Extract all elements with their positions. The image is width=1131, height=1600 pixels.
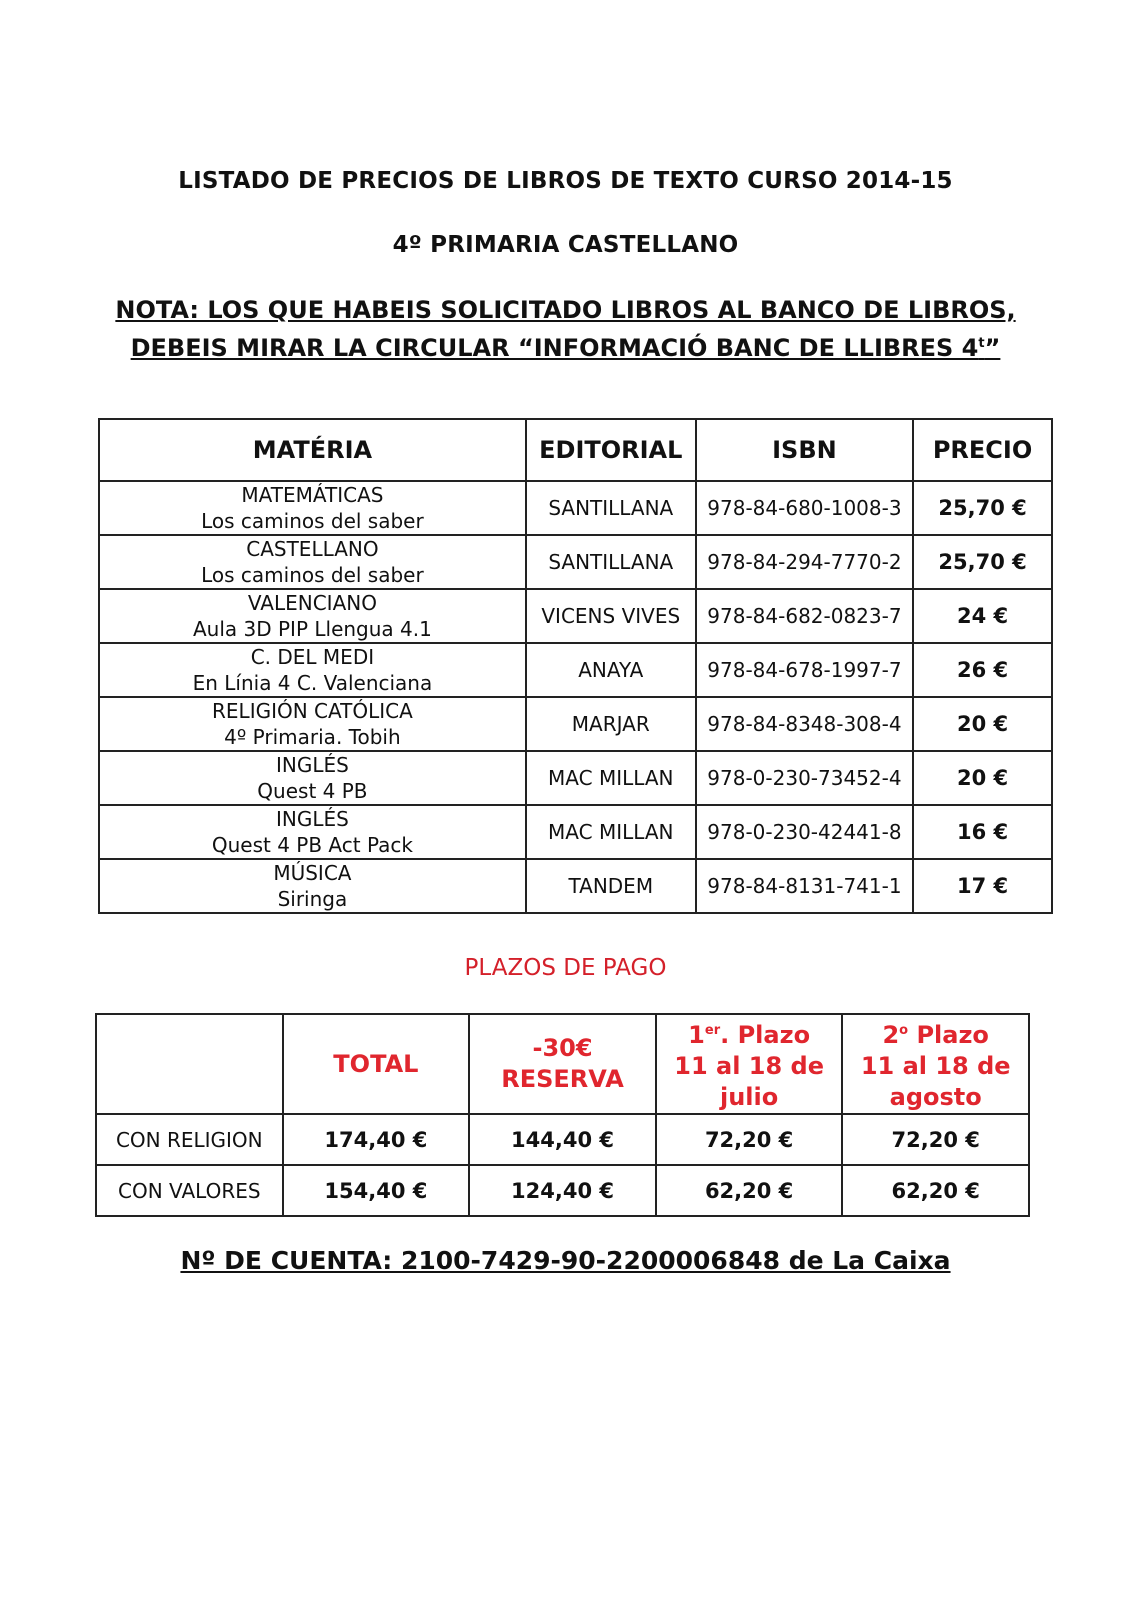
isbn-cell: 978-84-8348-308-4 xyxy=(696,697,913,751)
price-cell: 20 € xyxy=(913,697,1052,751)
price-cell: 25,70 € xyxy=(913,481,1052,535)
isbn-cell: 978-0-230-73452-4 xyxy=(696,751,913,805)
price-cell: 20 € xyxy=(913,751,1052,805)
plazo-1-cell: 72,20 € xyxy=(656,1114,843,1165)
header-editorial: EDITORIAL xyxy=(526,419,696,481)
isbn-cell: 978-0-230-42441-8 xyxy=(696,805,913,859)
nota-line-2: DEBEIS MIRAR LA CIRCULAR “INFORMACIÓ BANC DE LLIBRES 4$^t$” xyxy=(130,334,1001,362)
table-row xyxy=(99,697,1052,751)
editorial-cell: TANDEM xyxy=(526,859,696,913)
table-row xyxy=(99,751,1052,805)
table-row xyxy=(96,1114,1029,1165)
total-cell: 174,40 € xyxy=(283,1114,470,1165)
subject-cell: MÚSICA Siringa xyxy=(99,859,526,913)
reserva-cell: 144,40 € xyxy=(469,1114,656,1165)
table-row xyxy=(96,1165,1029,1216)
editorial-cell: VICENS VIVES xyxy=(526,589,696,643)
document-subtitle: 4º PRIMARIA CASTELLANO xyxy=(392,232,739,258)
header-precio: PRECIO xyxy=(913,419,1052,481)
editorial-cell: MAC MILLAN xyxy=(526,751,696,805)
table-row xyxy=(99,643,1052,697)
editorial-cell: SANTILLANA xyxy=(526,481,696,535)
header-empty xyxy=(96,1014,283,1114)
header-reserva: -30€ RESERVA xyxy=(469,1014,656,1114)
editorial-cell: ANAYA xyxy=(526,643,696,697)
total-cell: 154,40 € xyxy=(283,1165,470,1216)
subject-cell: MATEMÁTICAS Los caminos del saber xyxy=(99,481,526,535)
editorial-cell: MARJAR xyxy=(526,697,696,751)
subject-cell: RELIGIÓN CATÓLICA 4º Primaria. Tobih xyxy=(99,697,526,751)
table-row xyxy=(99,481,1052,535)
header-plazo-1: 1er. Plazo 11 al 18 de julio xyxy=(656,1014,843,1114)
isbn-cell: 978-84-682-0823-7 xyxy=(696,589,913,643)
payment-table xyxy=(95,1013,1030,1217)
header-isbn: ISBN xyxy=(696,419,913,481)
editorial-cell: MAC MILLAN xyxy=(526,805,696,859)
payment-header-row xyxy=(96,1014,1029,1114)
books-table xyxy=(98,418,1053,914)
price-cell: 25,70 € xyxy=(913,535,1052,589)
isbn-cell: 978-84-680-1008-3 xyxy=(696,481,913,535)
header-total: TOTAL xyxy=(283,1014,470,1114)
price-cell: 16 € xyxy=(913,805,1052,859)
isbn-cell: 978-84-294-7770-2 xyxy=(696,535,913,589)
subject-cell: CASTELLANO Los caminos del saber xyxy=(99,535,526,589)
editorial-cell: SANTILLANA xyxy=(526,535,696,589)
subject-cell: C. DEL MEDI En Línia 4 C. Valenciana xyxy=(99,643,526,697)
subject-cell: VALENCIANO Aula 3D PIP Llengua 4.1 xyxy=(99,589,526,643)
reserva-cell: 124,40 € xyxy=(469,1165,656,1216)
plazo-2-cell: 62,20 € xyxy=(842,1165,1029,1216)
plazo-1-cell: 62,20 € xyxy=(656,1165,843,1216)
row-label: CON RELIGION xyxy=(96,1114,283,1165)
document-title: LISTADO DE PRECIOS DE LIBROS DE TEXTO CURSO 2014-15 xyxy=(178,168,953,194)
isbn-cell: 978-84-8131-741-1 xyxy=(696,859,913,913)
subject-cell: INGLÉS Quest 4 PB Act Pack xyxy=(99,805,526,859)
subject-cell: INGLÉS Quest 4 PB xyxy=(99,751,526,805)
price-cell: 24 € xyxy=(913,589,1052,643)
table-row xyxy=(99,859,1052,913)
plazo-2-cell: 72,20 € xyxy=(842,1114,1029,1165)
nota-line-1: NOTA: LOS QUE HABEIS SOLICITADO LIBROS AL BANCO DE LIBROS, xyxy=(115,296,1016,324)
isbn-cell: 978-84-678-1997-7 xyxy=(696,643,913,697)
price-cell: 17 € xyxy=(913,859,1052,913)
table-row xyxy=(99,535,1052,589)
books-header-row xyxy=(99,419,1052,481)
table-row xyxy=(99,805,1052,859)
header-plazo-2: 2$^o$ Plazo 11 al 18 de agosto xyxy=(842,1014,1029,1114)
plazos-title: PLAZOS DE PAGO xyxy=(464,955,667,981)
account-number: Nº DE CUENTA: 2100-7429-90-2200006848 de La Caixa xyxy=(180,1246,951,1275)
header-materia: MATÉRIA xyxy=(99,419,526,481)
row-label: CON VALORES xyxy=(96,1165,283,1216)
table-row xyxy=(99,589,1052,643)
price-cell: 26 € xyxy=(913,643,1052,697)
